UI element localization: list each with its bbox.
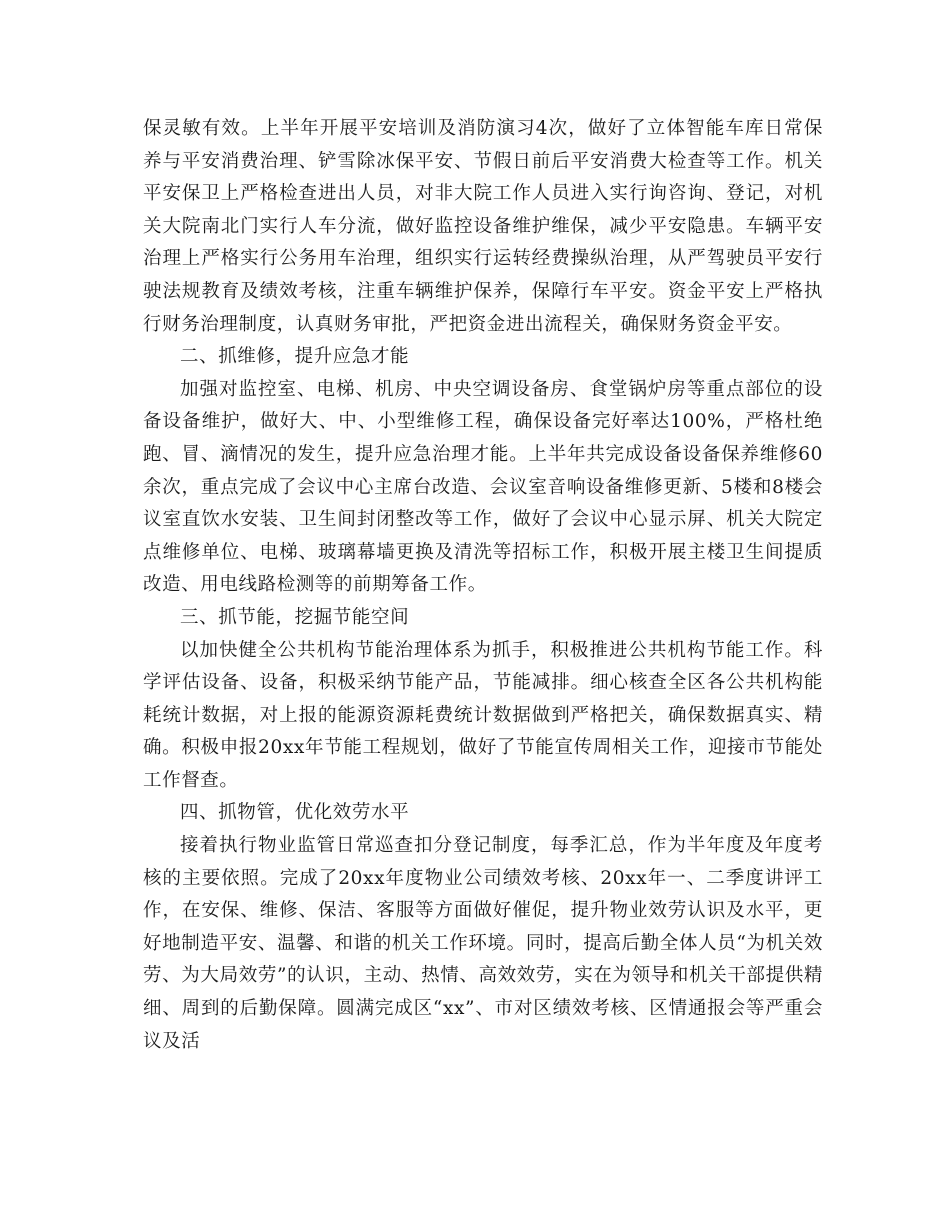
paragraph-continuation: 保灵敏有效。上半年开展平安培训及消防演习4次，做好了立体智能车库日常保养与平安消费治理、铲雪除冰保平安、节假日前后平安消费大检查等工作。机关平安保卫上严格检查进出人员，对非大院工作人员进入实行询咨询、登记，对机关大院南北门实行人车分流，做好监控设备维护维保，减少平安隐患。车辆平安治理上严格实行公务用车治理，组织实行运转经费操纵治理，从严驾驶员平安行驶法规教育及绩效考核，注重车辆维护保养，保障行车平安。资金平安上严格执行财务治理制度，认真财务审批，严把资金进出流程关，确保财务资金平安。 <box>143 118 823 335</box>
section-heading-energy-saving: 三、抓节能，挖掘节能空间 <box>180 606 410 628</box>
paragraph-maintenance: 加强对监控室、电梯、机房、中央空调设备房、食堂锅炉房等重点部位的设备设备维护，做好大、中、小型维修工程，确保设备完好率达100%，严格杜绝跑、冒、滴情况的发生，提升应急治理才能。上半年共完成设备设备保养维修60余次，重点完成了会议中心主席台改造、会议室音响设备维修更新、5楼和8楼会议室直饮水安装、卫生间封闭整改等工作，做好了会议中心显示屏、机关大院定点维修单位、电梯、玻璃幕墙更换及清洗等招标工作，积极开展主楼卫生间提质改造、用电线路检测等的前期筹备工作。 <box>143 378 823 596</box>
section-heading-property-management: 四、抓物管，优化效劳水平 <box>180 802 410 824</box>
paragraph-energy-saving: 以加快健全公共机构节能治理体系为抓手，积极推进公共机构节能工作。科学评估设备、设备，积极采纳节能产品，节能减排。细心核查全区各公共机构能耗统计数据，对上报的能源资源耗费统计数据做到严格把关，确保数据真实、精确。积极申报20xx年节能工程规划，做好了节能宣传周相关工作，迎接市节能处工作督查。 <box>143 639 823 791</box>
document-body <box>143 113 823 1058</box>
section-heading-maintenance: 二、抓维修，提升应急才能 <box>180 346 410 368</box>
paragraph-property-management: 接着执行物业监管日常巡查扣分登记制度，每季汇总，作为半年度及年度考核的主要依照。完成了20xx年度物业公司绩效考核、20xx年一、二季度讲评工作，在安保、维修、保洁、客服等方面做好催促，提升物业效劳认识及水平，更好地制造平安、温馨、和谐的机关工作环境。同时，提高后勤全体人员“为机关效劳、为大局效劳”的认识，主动、热情、高效效劳，实在为领导和机关干部提供精细、周到的后勤保障。圆满完成区“xx”、市对区绩效考核、区情通报会等严重会议及活 <box>143 835 823 1052</box>
